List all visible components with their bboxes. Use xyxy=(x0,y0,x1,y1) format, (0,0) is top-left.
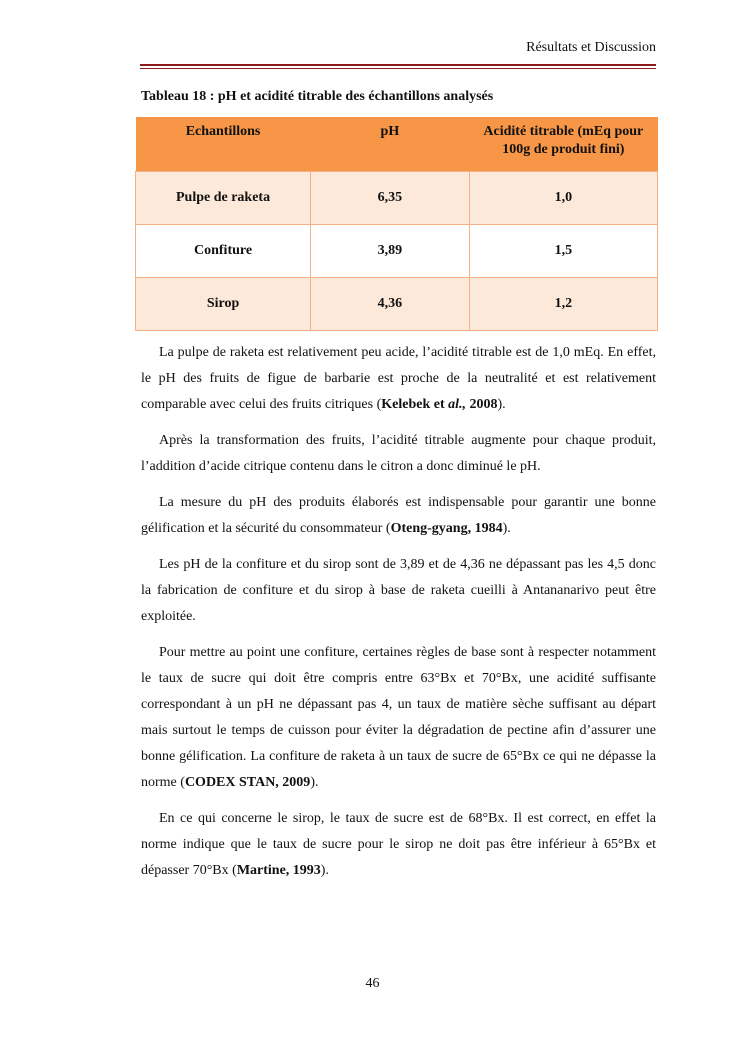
paragraph: En ce qui concerne le sirop, le taux de sucre est de 68°Bx. Il est correct, en effet la norme indique que le taux de sucre pour le sirop ne doit pas être inférieur à 65°Bx et dépasser 70°Bx (Martine, 1993). xyxy=(141,811,656,878)
cell-ph: 3,89 xyxy=(311,225,470,278)
citation: Kelebek et al., 2008 xyxy=(381,397,498,412)
column-header-samples: Echantillons xyxy=(136,117,311,172)
citation: Martine, 1993 xyxy=(236,863,321,878)
cell-sample: Pulpe de raketa xyxy=(136,172,311,225)
table-header-row xyxy=(136,117,658,172)
page-number: 46 xyxy=(365,976,380,991)
body-text xyxy=(141,340,656,894)
results-table xyxy=(135,117,658,331)
citation: CODEX STAN, 2009 xyxy=(184,775,311,790)
table-caption: Tableau 18 : pH et acidité titrable des échantillons analysés xyxy=(141,89,494,104)
paragraph: La pulpe de raketa est relativement peu acide, l’acidité titrable est de 1,0 mEq. En effet, le pH des fruits de figue de barbarie est proche de la neutralité et est relativement comparable avec celui des fruits citriques (Kelebek et al., 2008). xyxy=(141,345,656,412)
paragraph: Pour mettre au point une confiture, certaines règles de base sont à respecter notamment le taux de sucre qui doit être compris entre 63°Bx et 70°Bx, une acidité suffisante correspondant à un pH ne dépassant pas 4, un taux de matière sèche suffisant au départ mais surtout le temps de cuisson pour éviter la dégradation de pectine afin d’assurer une bonne gélification. La confiture de raketa à un taux de sucre de 65°Bx ce qui ne dépasse la norme (CODEX STAN, 2009). xyxy=(141,645,656,790)
paragraph: La mesure du pH des produits élaborés est indispensable pour garantir une bonne gélification et la sécurité du consommateur (Oteng-gyang, 1984). xyxy=(141,495,656,536)
header-rule-thin xyxy=(140,68,656,69)
cell-acidity: 1,2 xyxy=(469,278,657,331)
column-header-acidity xyxy=(469,117,657,172)
paragraph: Les pH de la confiture et du sirop sont de 3,89 et de 4,36 ne dépassant pas les 4,5 donc la fabrication de confiture et du sirop à base de raketa cueilli à Antananarivo peut être exploitée. xyxy=(141,557,656,624)
table-row xyxy=(136,278,658,331)
column-header-ph: pH xyxy=(311,117,470,172)
cell-sample: Confiture xyxy=(136,225,311,278)
running-header: Résultats et Discussion xyxy=(526,40,656,55)
paragraph: Après la transformation des fruits, l’acidité titrable augmente pour chaque produit, l’addition d’acide citrique contenu dans le citron a donc diminué le pH. xyxy=(141,433,656,474)
column-header-acidity-line2: 100g de produit fini) xyxy=(502,142,625,157)
citation: Oteng-gyang, 1984 xyxy=(390,521,503,536)
cell-ph: 6,35 xyxy=(311,172,470,225)
table-row xyxy=(136,225,658,278)
cell-acidity: 1,5 xyxy=(469,225,657,278)
cell-sample: Sirop xyxy=(136,278,311,331)
cell-ph: 4,36 xyxy=(311,278,470,331)
column-header-acidity-line1: Acidité titrable (mEq pour xyxy=(483,124,644,139)
table-row xyxy=(136,172,658,225)
cell-acidity: 1,0 xyxy=(469,172,657,225)
header-rule-thick xyxy=(140,64,656,66)
